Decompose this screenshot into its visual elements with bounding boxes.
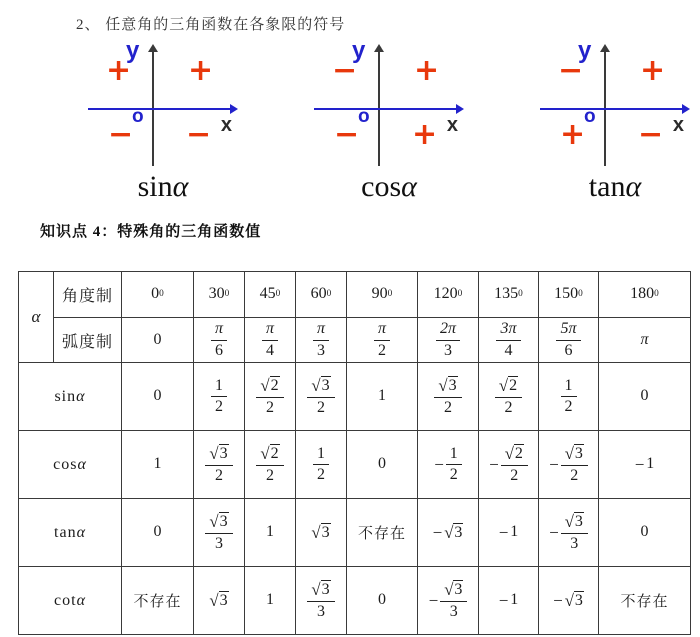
value-cell: 不存在 (599, 567, 691, 635)
quadrant-diagram-sin (88, 37, 238, 204)
origin-label: o (584, 106, 596, 127)
value-cell: √ 3 3 (296, 567, 347, 635)
tan-quadrant2-sign: − (558, 53, 584, 88)
x-axis-label: x (220, 114, 232, 136)
degree-cell: 90 0 (347, 272, 418, 318)
value-cell: − 1 (479, 567, 539, 635)
function-label-cell: sinα (19, 363, 122, 431)
cos-quadrant1-sign: + (414, 53, 440, 88)
value-cell: $\frac{1}{2}$ (194, 363, 245, 431)
special-angles-table (18, 271, 691, 635)
cos-quadrant2-sign: − (332, 53, 358, 88)
x-axis-line (314, 108, 456, 110)
value-cell: 0 (347, 567, 418, 635)
value-cell: √ 2 2 (245, 363, 296, 431)
tan-quadrant4-sign: − (638, 117, 664, 152)
quadrant-diagrams (88, 37, 700, 204)
value-cell: 1 (122, 431, 194, 499)
value-cell: √ 2 2 (245, 431, 296, 499)
radian-cell: $\frac{\pi}{2}$ (347, 318, 418, 363)
x-axis-arrow-icon (682, 104, 690, 114)
quadrant-diagram-tan (540, 37, 690, 204)
radian-cell: $\frac{\pi}{3}$ (296, 318, 347, 363)
value-cell: 1 (245, 567, 296, 635)
function-label-cell: tanα (19, 499, 122, 567)
value-cell: $\frac{1}{2}$ (296, 431, 347, 499)
sin-quadrant2-sign: + (106, 53, 132, 88)
radian-cell: $\frac{\pi}{6}$ (194, 318, 245, 363)
x-axis-arrow-icon (456, 104, 464, 114)
value-cell: √ 3 2 (194, 431, 245, 499)
value-cell: − √ 2 2 (479, 431, 539, 499)
value-cell: √ 3 2 (418, 363, 479, 431)
x-axis-line (540, 108, 682, 110)
cos-quadrant3-sign: − (334, 117, 360, 152)
x-axis-label: x (446, 114, 458, 136)
tan-plot (540, 37, 690, 166)
radian-cell: 0 (122, 318, 194, 363)
cos-plot (314, 37, 464, 166)
radian-cell: π (599, 318, 691, 363)
value-cell: − 1 (599, 431, 691, 499)
tan-quadrant1-sign: + (640, 53, 666, 88)
degree-cell: 150 0 (539, 272, 599, 318)
y-axis-arrow-icon (148, 44, 158, 52)
x-axis-arrow-icon (230, 104, 238, 114)
degree-cell: 120 0 (418, 272, 479, 318)
knowledge-point-title: 知识点 4：特殊角的三角函数值 (40, 224, 262, 240)
function-label-cell: cosα (19, 431, 122, 499)
degree-cell: 0 0 (122, 272, 194, 318)
sin-quadrant3-sign: − (108, 117, 134, 152)
value-cell: 0 (599, 363, 691, 431)
value-cell: 1 (347, 363, 418, 431)
degree-cell: 45 0 (245, 272, 296, 318)
sin-label: sinα (137, 170, 189, 203)
sin-plot (88, 37, 238, 166)
value-cell: 不存在 (347, 499, 418, 567)
degree-cell: 180 0 (599, 272, 691, 318)
radian-cell: $\frac{\pi}{4}$ (245, 318, 296, 363)
value-cell: √ 3 2 (296, 363, 347, 431)
tan-label: tanα (588, 170, 642, 203)
origin-label: o (132, 106, 144, 127)
x-axis-label: x (672, 114, 684, 136)
sin-quadrant1-sign: + (188, 53, 214, 88)
radian-row-label: 弧度制 (54, 318, 122, 363)
alpha-corner-cell: α (19, 272, 54, 363)
radian-cell: $\frac{5\pi}{6}$ (539, 318, 599, 363)
y-axis-label: y (126, 37, 140, 64)
degree-row-label: 角度制 (54, 272, 122, 318)
function-label-cell: cotα (19, 567, 122, 635)
value-cell: 0 (122, 499, 194, 567)
value-cell: − $\frac{1}{2}$ (418, 431, 479, 499)
value-cell: − √ 3 (539, 567, 599, 635)
value-cell: − √ 3 3 (539, 499, 599, 567)
section-title: 2、 任意角的三角函数在各象限的符号 (76, 17, 346, 33)
value-cell: √ 3 (194, 567, 245, 635)
y-axis-arrow-icon (600, 44, 610, 52)
quadrant-diagram-cos (314, 37, 464, 204)
degree-cell: 30 0 (194, 272, 245, 318)
cos-quadrant4-sign: + (412, 117, 438, 152)
value-cell: √ 3 3 (194, 499, 245, 567)
value-cell: √ 2 2 (479, 363, 539, 431)
y-axis-label: y (352, 37, 366, 64)
value-cell: 0 (347, 431, 418, 499)
y-axis-label: y (578, 37, 592, 64)
value-cell: 1 (245, 499, 296, 567)
x-axis-line (88, 108, 230, 110)
value-cell: √ 3 (296, 499, 347, 567)
sin-quadrant4-sign: − (186, 117, 212, 152)
value-cell: − √ 3 (418, 499, 479, 567)
value-cell: 0 (599, 499, 691, 567)
degree-cell: 135 0 (479, 272, 539, 318)
value-cell: $\frac{1}{2}$ (539, 363, 599, 431)
value-cell: − √ 3 3 (418, 567, 479, 635)
value-cell: 0 (122, 363, 194, 431)
cos-label: cosα (361, 170, 417, 203)
tan-quadrant3-sign: + (560, 117, 586, 152)
trig-table-body (19, 272, 691, 635)
y-axis-arrow-icon (374, 44, 384, 52)
radian-cell: $\frac{2\pi}{3}$ (418, 318, 479, 363)
radian-cell: $\frac{3\pi}{4}$ (479, 318, 539, 363)
degree-cell: 60 0 (296, 272, 347, 318)
value-cell: 不存在 (122, 567, 194, 635)
value-cell: − 1 (479, 499, 539, 567)
value-cell: − √ 3 2 (539, 431, 599, 499)
origin-label: o (358, 106, 370, 127)
